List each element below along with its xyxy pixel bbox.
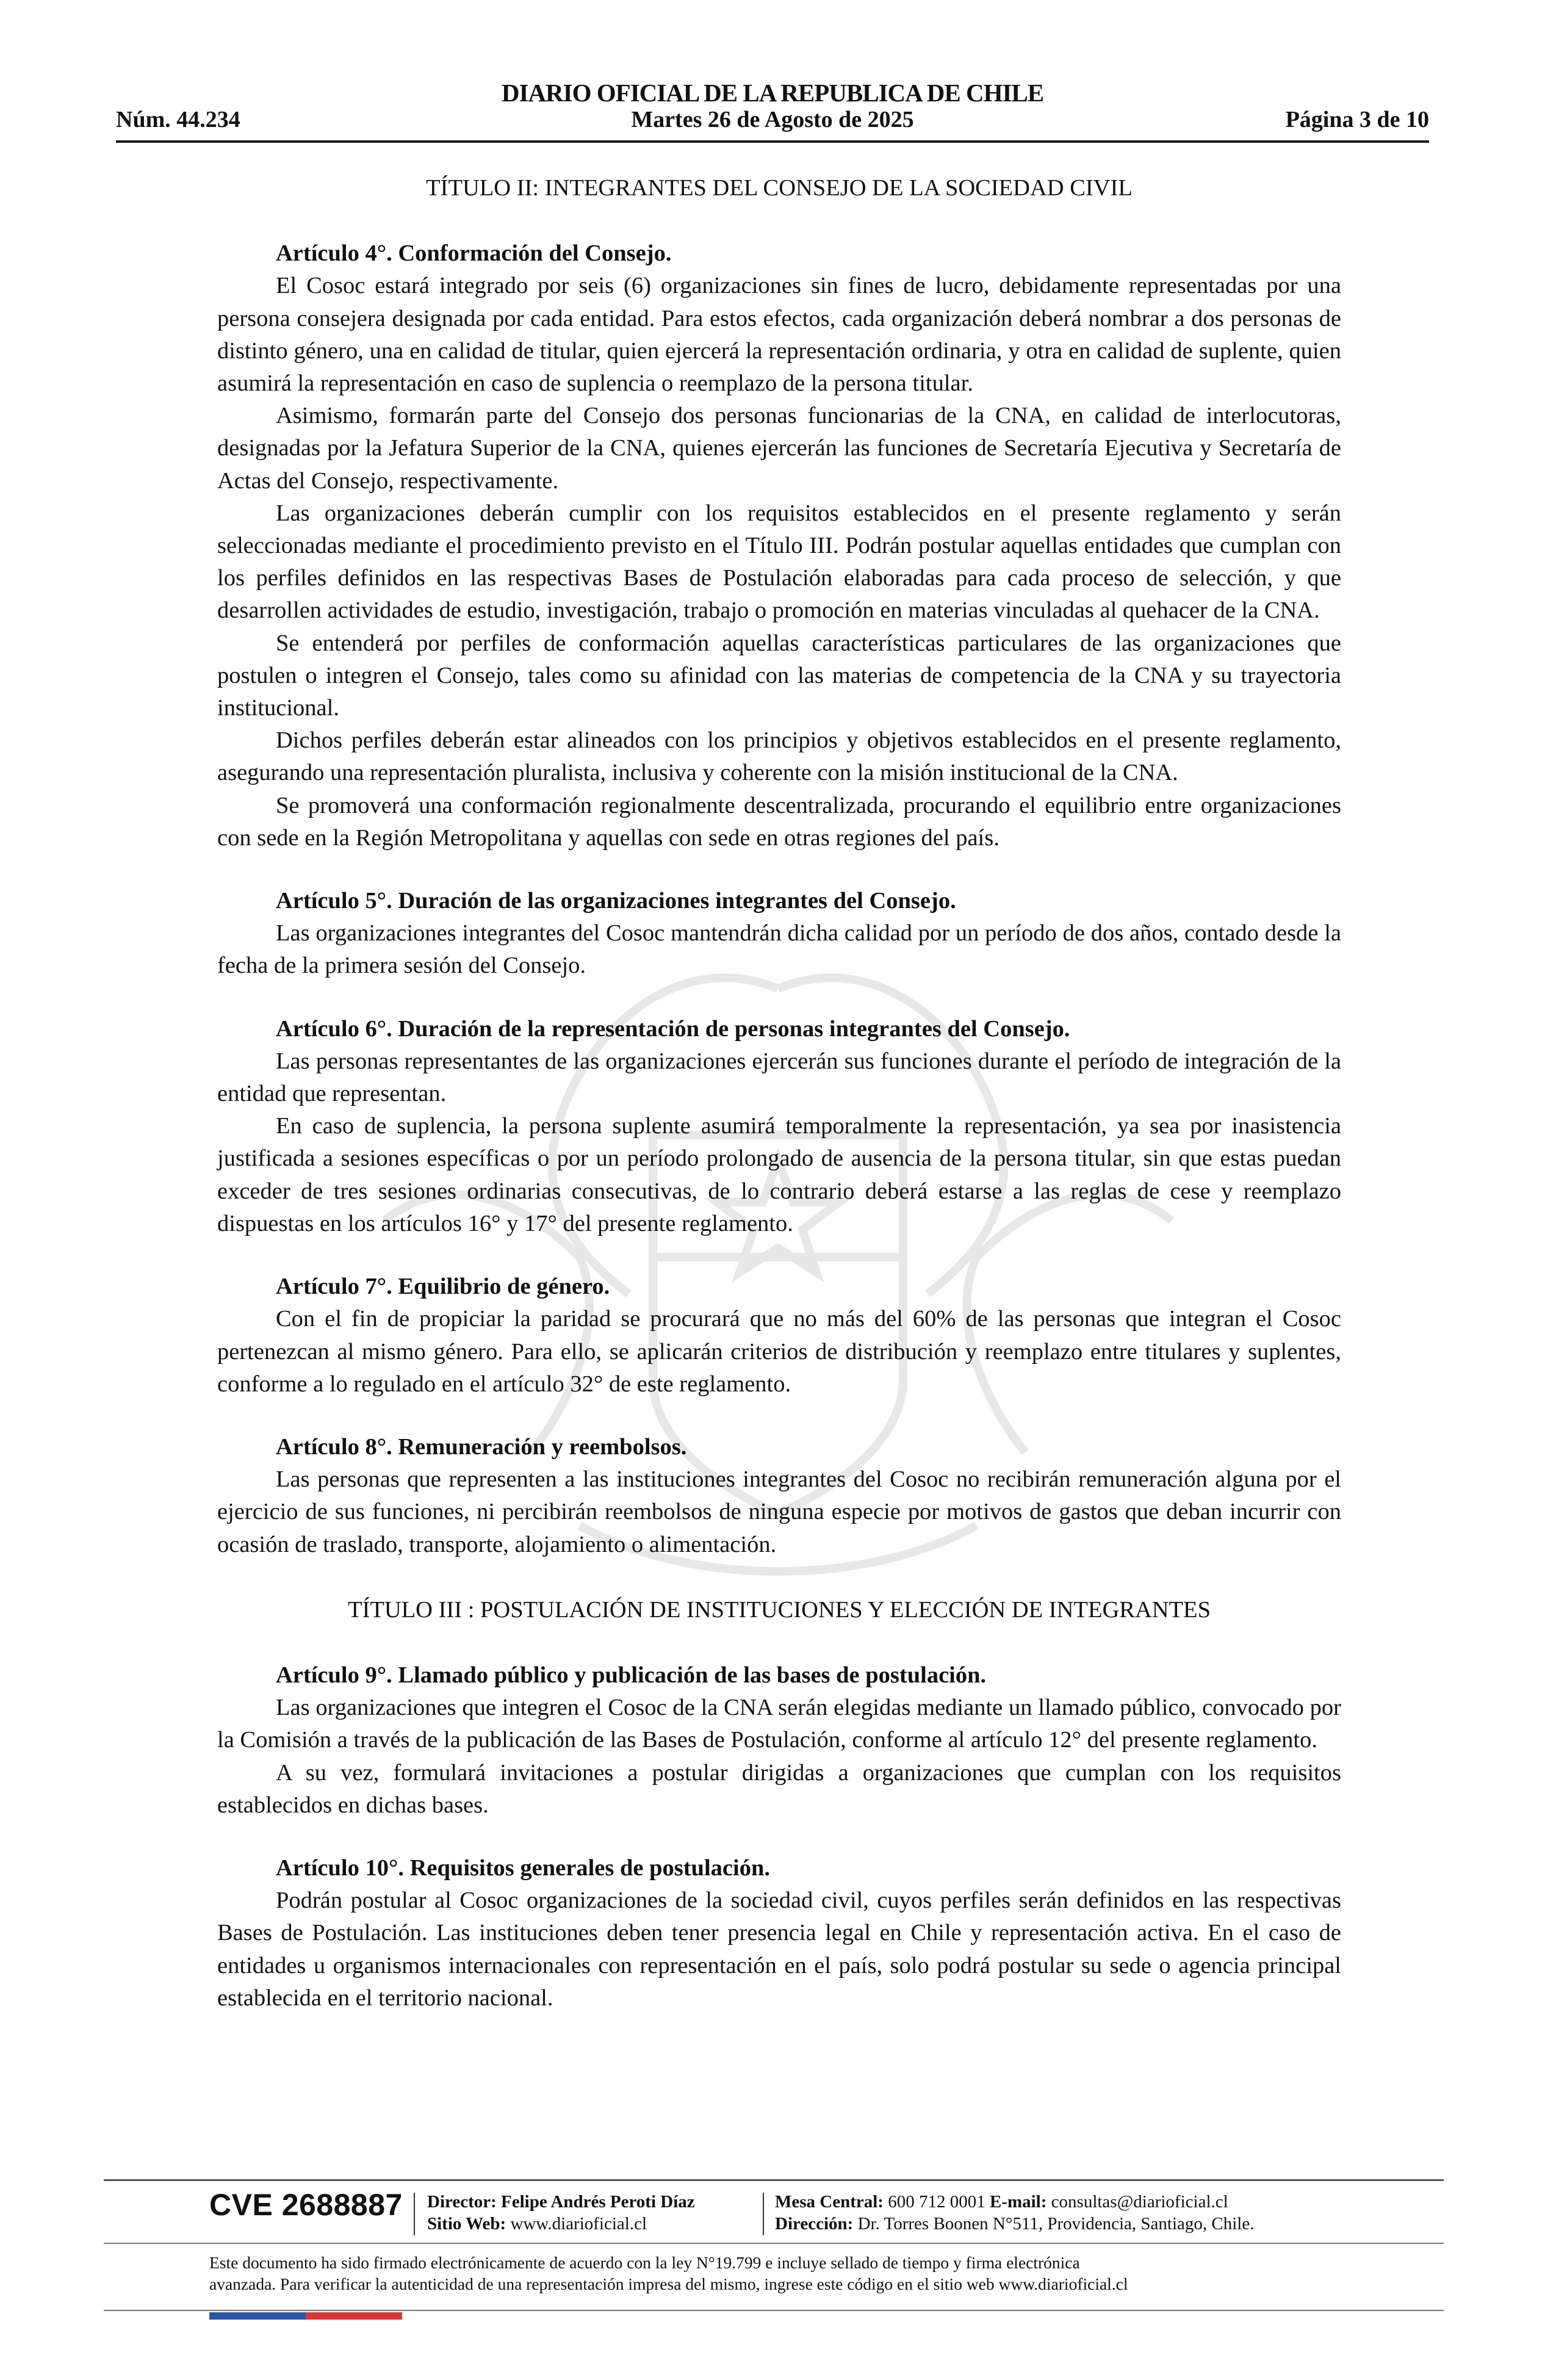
article-paragraph: Las organizaciones deberán cumplir con los requisitos establecidos en el presente reglamento y serán seleccionadas mediante el procedimiento previsto en el Título III. Podrán postular aquellas entidades que cumplan con los perfiles definidos en las respectivas Bases de Postulación elaboradas para cada proceso de selección, y que desarrollen actividades de estudio, investigación, trabajo o promoción en materias vinculadas al quehacer de la CNA.	[217, 500, 1341, 624]
web-label: Sitio Web:	[427, 2214, 506, 2234]
article-paragraph: Podrán postular al Cosoc organizaciones de la sociedad civil, cuyos perfiles serán definidos en las respectivas Bases de Postulación. Las instituciones deben tener presencia legal en Chile y representación activa. En el caso de entidades u organismos internacionales con representación en el país, solo podrá postular su sede o agencia principal establecida en el territorio nacional.	[217, 1888, 1341, 2011]
article-paragraph: A su vez, formulará invitaciones a postular dirigidas a organizaciones que cumplan con los requisitos establecidos en dichas bases.	[217, 1759, 1341, 1818]
article-paragraph: Con el fin de propiciar la paridad se procurará que no más del 60% de las personas que integran el Cosoc pertenezcan al mismo género. Para ello, se aplicarán criterios de distribución y reemplazo entre titulares y suplentes, conforme a lo regulado en el artículo 32° de este reglamento.	[217, 1306, 1341, 1397]
legal-line: avanzada. Para verificar la autenticidad de una representación impresa del mismo, ingrese este código en el sitio web www.diarioficial.cl	[209, 2274, 1128, 2293]
issue-number: Núm. 44.234	[116, 107, 240, 132]
web-link[interactable]: www.diarioficial.cl	[510, 2214, 647, 2234]
article-paragraph: Las organizaciones integrantes del Cosoc mantendrán dicha calidad por un período de dos años, contado desde la fecha de la primera sesión del Consejo.	[217, 920, 1341, 979]
cve-code: CVE 2688887	[209, 2188, 403, 2222]
document-body	[217, 172, 1341, 2045]
issue-date: Martes 26 de Agosto de 2025	[631, 107, 914, 132]
footer-divider	[104, 2310, 1444, 2311]
article-heading: Artículo 9°. Llamado público y publicación de las bases de postulación.	[276, 1662, 987, 1688]
footer-separator	[414, 2193, 415, 2235]
article-heading: Artículo 7°. Equilibrio de género.	[276, 1274, 610, 1300]
section-title: TÍTULO III : POSTULACIÓN DE INSTITUCIONES Y ELECCIÓN DE INTEGRANTES	[348, 1596, 1211, 1623]
article	[217, 1271, 1341, 1401]
article	[217, 1852, 1341, 2014]
article-paragraph: Se entenderá por perfiles de conformación aquellas características particulares de las organizaciones que postulen o integren el Consejo, tales como su afinidad con las materias de competencia de la CNA y su trayectoria institucional.	[217, 630, 1341, 721]
article-heading: Artículo 10°. Requisitos generales de postulación.	[276, 1855, 770, 1881]
footer-separator	[763, 2193, 764, 2235]
footer-divider	[104, 2243, 1444, 2244]
footer-contact-block	[775, 2191, 1254, 2235]
article-paragraph: Dichos perfiles deberán estar alineados con los principios y objetivos establecidos en el presente reglamento, asegurando una representación pluralista, inclusiva y coherente con la misión institucional de la CNA.	[217, 727, 1341, 786]
director-label: Director:	[427, 2192, 497, 2212]
article	[217, 1431, 1341, 1561]
phone-label: Mesa Central:	[775, 2192, 884, 2212]
footer-divider	[104, 2179, 1444, 2181]
newspaper-title: DIARIO OFICIAL DE LA REPUBLICA DE CHILE	[501, 79, 1044, 107]
article	[217, 1659, 1341, 1822]
article-heading: Artículo 4°. Conformación del Consejo.	[276, 240, 672, 267]
flag-stripe-red	[306, 2312, 402, 2320]
phone-value: 600 712 0001	[888, 2192, 985, 2212]
article-paragraph: Asimismo, formarán parte del Consejo dos personas funcionarias de la CNA, en calidad de interlocutoras, designadas por la Jefatura Superior de la CNA, quienes ejercerán las funciones de Secretaría Ejecutiva y Secretaría de Actas del Consejo, respectivamente.	[217, 403, 1341, 494]
article-paragraph: Las personas representantes de las organizaciones ejercerán sus funciones durante el período de integración de la entidad que representan.	[217, 1048, 1341, 1107]
footer-director-block	[427, 2191, 695, 2235]
legal-line: Este documento ha sido firmado electrónicamente de acuerdo con la ley N°19.799 e incluye sellado de tiempo y firma electrónica	[209, 2253, 1080, 2272]
flag-stripe-blue	[209, 2312, 306, 2320]
articles-group-1	[217, 237, 1341, 1561]
director-name: Felipe Andrés Peroti Díaz	[501, 2192, 695, 2212]
email-link[interactable]: consultas@diarioficial.cl	[1051, 2192, 1228, 2212]
article-heading: Artículo 5°. Duración de las organizaciones integrantes del Consejo.	[276, 888, 956, 914]
article	[217, 1013, 1341, 1240]
article-heading: Artículo 6°. Duración de la representación de personas integrantes del Consejo.	[276, 1015, 1070, 1042]
email-label: E-mail:	[989, 2192, 1047, 2212]
article-paragraph: En caso de suplencia, la persona suplente asumirá temporalmente la representación, ya sea por inasistencia justificada a sesiones específicas o por un período prolongado de ausencia de la persona titular, sin que estas puedan exceder de tres sesiones ordinarias consecutivas, de lo contrario deberá estarse a las reglas de cese y reemplazo dispuestas en los artículos 16° y 17° del presente reglamento.	[217, 1113, 1341, 1236]
article	[217, 885, 1341, 983]
address-label: Dirección:	[775, 2214, 854, 2234]
article-heading: Artículo 8°. Remuneración y reembolsos.	[276, 1433, 687, 1460]
article-paragraph: El Cosoc estará integrado por seis (6) organizaciones sin fines de lucro, debidamente representadas por una persona consejera designada por cada entidad. Para estos efectos, cada organización deberá nombrar a dos personas de distinto género, una en calidad de titular, quien ejercerá la representación ordinaria, y otra en calidad de suplente, quien asumirá la representación en caso de suplencia o reemplazo de la persona titular.	[217, 273, 1341, 397]
article-paragraph: Las organizaciones que integren el Cosoc de la CNA serán elegidas mediante un llamado público, convocado por la Comisión a través de la publicación de las Bases de Postulación, conforme al artículo 12° del presente reglamento.	[217, 1695, 1341, 1753]
page-number: Página 3 de 10	[1285, 107, 1429, 132]
header-divider	[116, 140, 1429, 143]
legal-notice	[209, 2252, 1369, 2295]
article	[217, 237, 1341, 854]
article-paragraph: Se promoverá una conformación regionalmente descentralizada, procurando el equilibrio entre organizaciones con sede en la Región Metropolitana y aquellas con sede en otras regiones del país.	[217, 792, 1341, 851]
articles-group-2	[217, 1659, 1341, 2014]
page-header	[116, 78, 1429, 145]
address-value: Dr. Torres Boonen N°511, Providencia, Santiago, Chile.	[857, 2214, 1255, 2234]
section-title: TÍTULO II: INTEGRANTES DEL CONSEJO DE LA SOCIEDAD CIVIL	[426, 175, 1133, 201]
article-paragraph: Las personas que representen a las instituciones integrantes del Cosoc no recibirán remuneración alguna por el ejercicio de sus funciones, ni percibirán reembolsos de ninguna especie por motivos de gastos que deban incurrir con ocasión de traslado, transporte, alojamiento o alimentación.	[217, 1466, 1341, 1557]
